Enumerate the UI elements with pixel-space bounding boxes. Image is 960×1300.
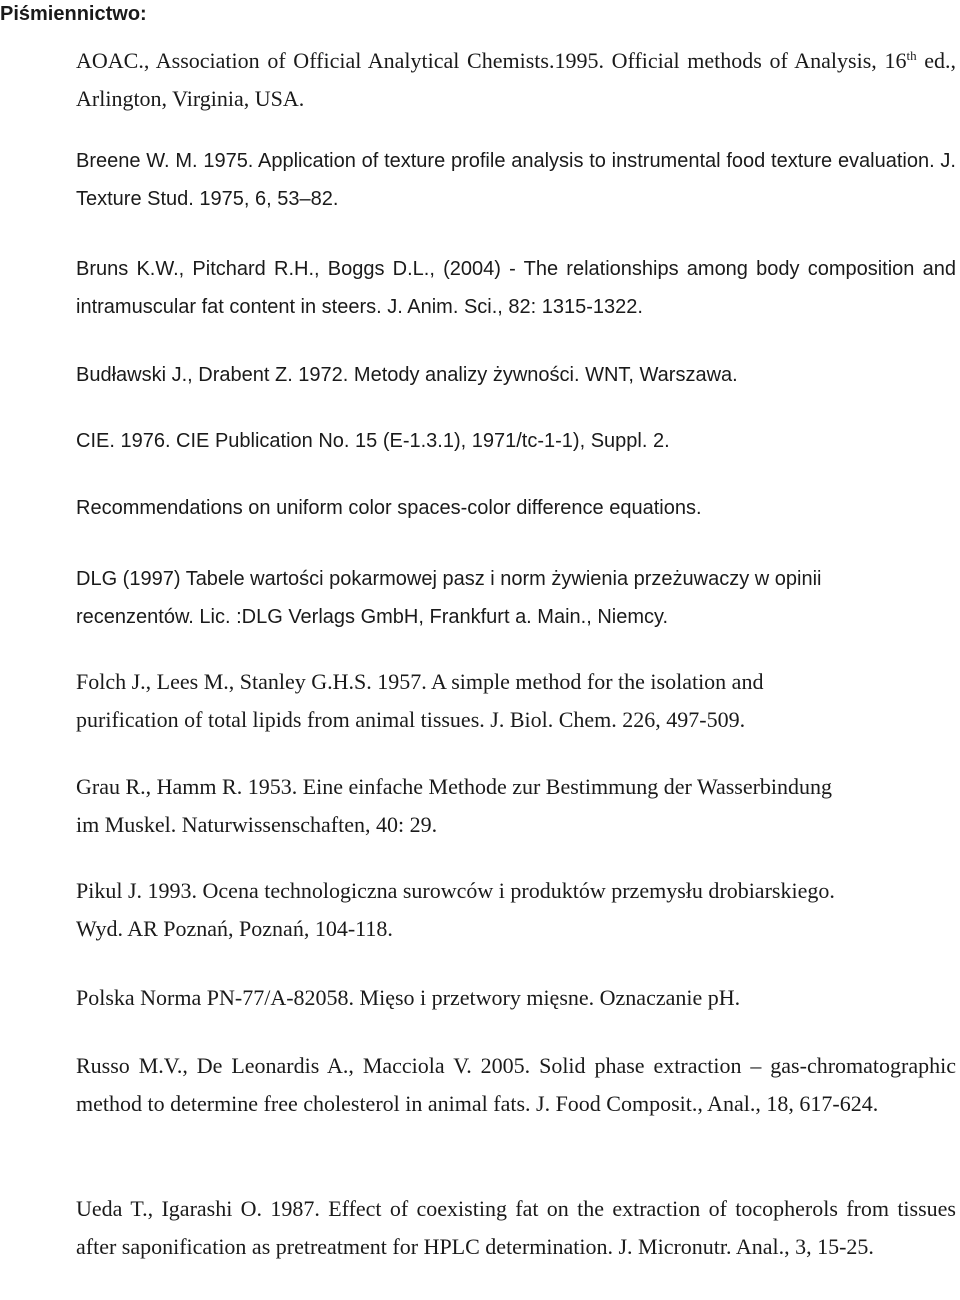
- reference-folch-line: Folch J., Lees M., Stanley G.H.S. 1957. A simple method for the isolation and: [76, 669, 764, 694]
- reference-cie-recommendations: Recommendations on uniform color spaces-color difference equations.: [76, 497, 702, 519]
- reference-dlg-line: recenzentów. Lic. :DLG Verlags GmbH, Frankfurt a. Main., Niemcy.: [76, 606, 669, 628]
- reference-dlg: [76, 560, 956, 636]
- reference-grau-line: Grau R., Hamm R. 1953. Eine einfache Methode zur Bestimmung der Wasserbindung: [76, 774, 833, 799]
- reference-aoac-text: AOAC., Association of Official Analytical Chemists.1995. Official methods of Analysis, 16: [76, 48, 907, 73]
- reference-aoac-superscript: th: [906, 48, 917, 63]
- reference-cie: CIE. 1976. CIE Publication No. 15 (E-1.3.1), 1971/tc-1-1), Suppl. 2.: [76, 430, 670, 452]
- reference-grau: [76, 768, 956, 844]
- reference-folch: [76, 663, 956, 739]
- reference-bruns: Bruns K.W., Pitchard R.H., Boggs D.L., (2004) - The relationships among body composition and intramuscular fat content in steers. J. Anim. Sci., 82: 1315-1322.: [76, 258, 956, 318]
- section-heading: Piśmiennictwo:: [0, 3, 147, 25]
- reference-budlawski: Budławski J., Drabent Z. 1972. Metody analizy żywności. WNT, Warszawa.: [76, 364, 738, 386]
- reference-pikul-line: Wyd. AR Poznań, Poznań, 104-118.: [76, 916, 393, 941]
- reference-pikul: [76, 872, 956, 948]
- reference-folch-line: purification of total lipids from animal tissues. J. Biol. Chem. 226, 497-509.: [76, 707, 746, 732]
- reference-dlg-line: DLG (1997) Tabele wartości pokarmowej pasz i norm żywienia przeżuwaczy w opinii: [76, 568, 822, 590]
- reference-ueda: Ueda T., Igarashi O. 1987. Effect of coexisting fat on the extraction of tocopherols from tissues after saponification as pretreatment for HPLC determination. J. Micronutr. Anal., 3, 15-25.: [76, 1196, 956, 1259]
- reference-polska-norma: Polska Norma PN-77/A-82058. Mięso i przetwory mięsne. Oznaczanie pH.: [76, 985, 741, 1010]
- reference-aoac: [76, 42, 956, 118]
- reference-aoac-text-end: ed., Arlington, Virginia, USA.: [76, 48, 957, 111]
- reference-pikul-line: Pikul J. 1993. Ocena technologiczna surowców i produktów przemysłu drobiarskiego.: [76, 878, 835, 903]
- reference-breene: Breene W. M. 1975. Application of texture profile analysis to instrumental food texture evaluation. J. Texture Stud. 1975, 6, 53–82.: [76, 150, 956, 210]
- reference-russo: Russo M.V., De Leonardis A., Macciola V. 2005. Solid phase extraction – gas-chromatographic method to determine free cholesterol in animal fats. J. Food Composit., Anal., 18, 617-624.: [76, 1053, 956, 1116]
- reference-grau-line: im Muskel. Naturwissenschaften, 40: 29.: [76, 812, 438, 837]
